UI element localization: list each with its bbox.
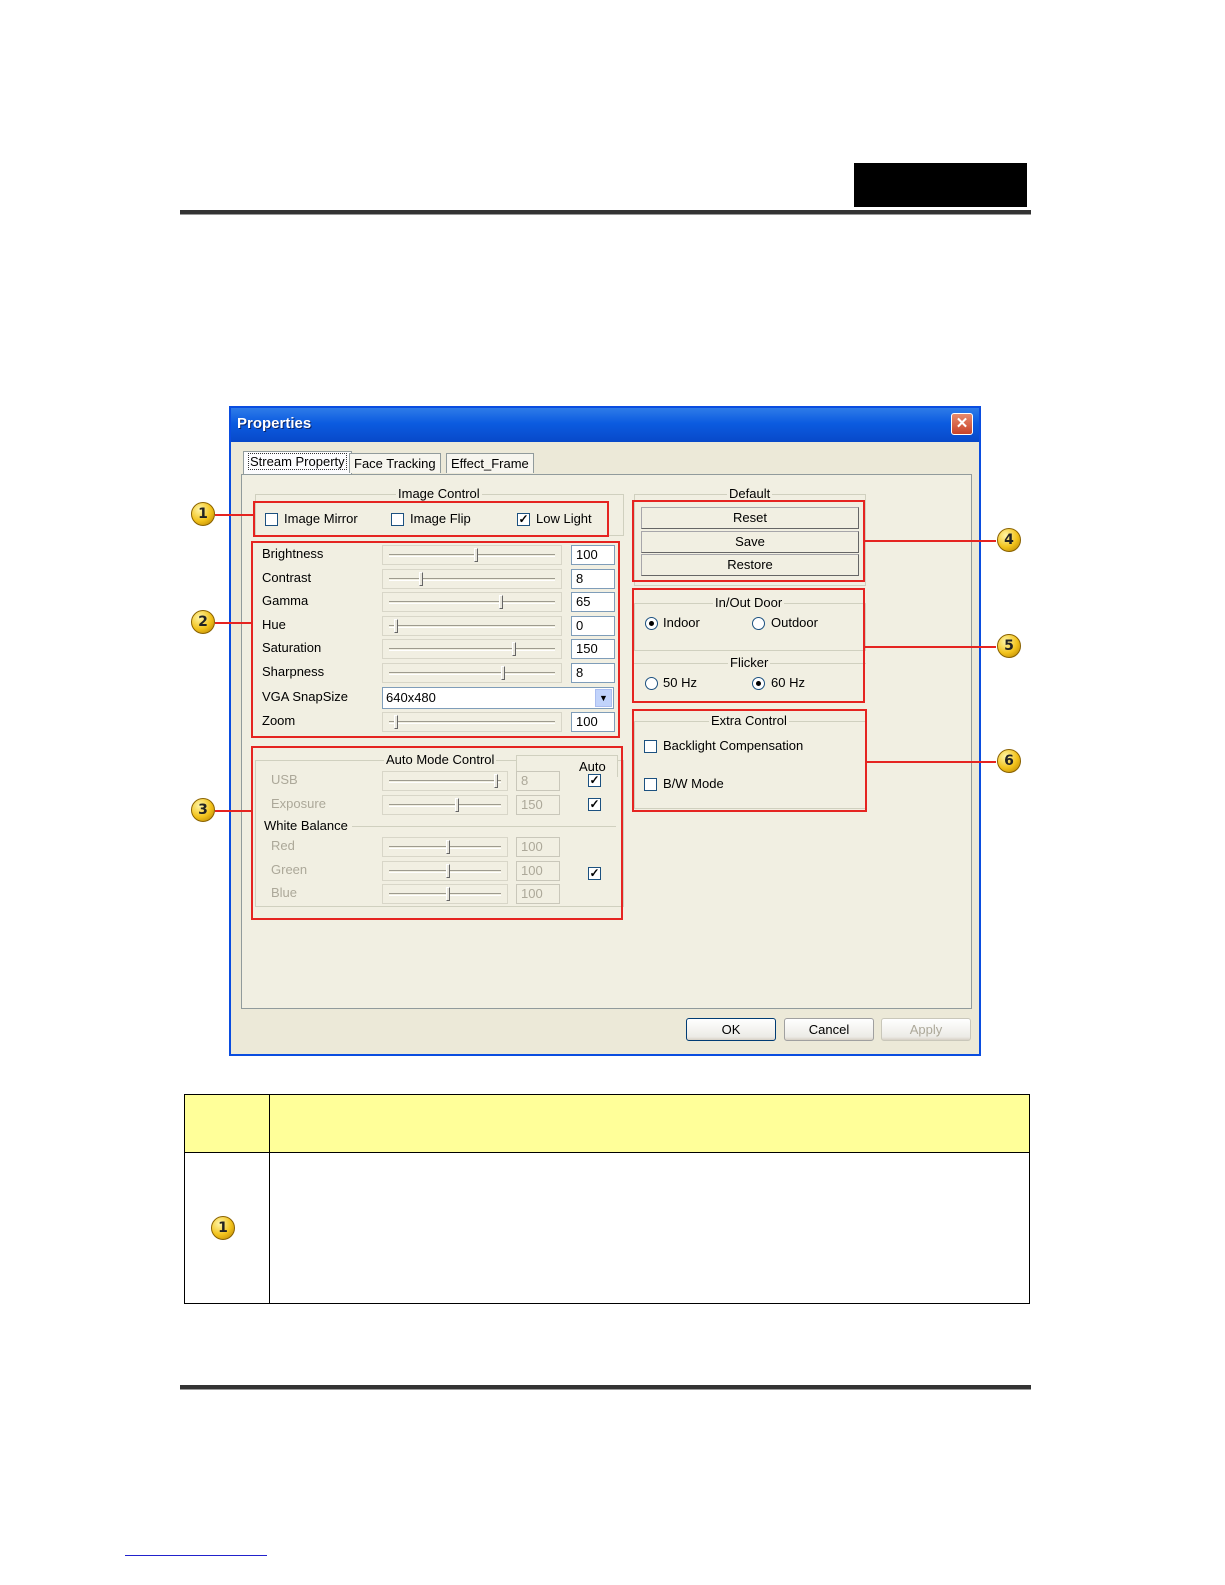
close-icon[interactable]: ✕: [951, 413, 973, 435]
dialog-title: Properties: [237, 415, 312, 432]
usb-value: 8: [516, 771, 560, 791]
callout-box-6: [632, 709, 867, 812]
image-flip-label: Image Flip: [410, 511, 471, 526]
callout-box-3: [251, 746, 623, 920]
callout-badge-2: 2: [191, 610, 215, 634]
tab-stream-property[interactable]: Stream Property: [243, 451, 352, 475]
footer-link-underline: [125, 1555, 267, 1556]
tab-face-tracking[interactable]: Face Tracking: [349, 453, 441, 473]
brightness-value[interactable]: 100: [571, 545, 615, 565]
callout-badge-1: 1: [191, 502, 215, 526]
inout-door-label: In/Out Door: [715, 595, 783, 610]
60hz-label: 60 Hz: [771, 675, 805, 690]
footer-rule: [180, 1385, 1031, 1389]
outdoor-label: Outdoor: [771, 615, 818, 630]
contrast-label: Contrast: [262, 569, 312, 585]
vga-snapsize-label: VGA SnapSize: [262, 689, 348, 704]
callout-badge-6: 6: [997, 749, 1021, 773]
title-bar: [231, 408, 979, 442]
gamma-label: Gamma: [262, 593, 309, 608]
restore-button[interactable]: Restore: [641, 554, 859, 576]
callout-box-4: [632, 500, 865, 582]
callout-line-1: [215, 514, 254, 516]
indoor-label: Indoor: [663, 615, 700, 630]
red-label: Red: [271, 838, 295, 853]
cancel-button[interactable]: Cancel: [784, 1018, 874, 1041]
zoom-value[interactable]: 100: [571, 712, 615, 732]
callout-line-4: [864, 540, 996, 542]
vga-snapsize-value: 640x480: [386, 690, 436, 705]
header-rule: [180, 210, 1031, 214]
description-table: [184, 1094, 1030, 1304]
sharpness-label: Sharpness: [262, 663, 325, 679]
low-light-label: Low Light: [536, 511, 592, 526]
ok-button[interactable]: OK: [686, 1018, 776, 1041]
table-callout-badge-1: 1: [211, 1216, 235, 1240]
backlight-compensation-label: Backlight Compensation: [663, 738, 804, 753]
table-header-cell-2: [270, 1095, 1029, 1153]
white-balance-label: White Balance: [264, 818, 348, 833]
white-balance-auto-checkbox[interactable]: ✓: [589, 866, 600, 880]
table-header-cell-1: [185, 1095, 270, 1153]
brightness-label: Brightness: [262, 546, 324, 561]
exposure-auto-checkbox[interactable]: ✓: [589, 797, 600, 811]
apply-button[interactable]: Apply: [881, 1018, 971, 1041]
blue-label: Blue: [271, 885, 298, 900]
bw-mode-label: B/W Mode: [663, 776, 724, 791]
header-black-tab: [854, 163, 1027, 207]
blue-value: 100: [516, 884, 560, 904]
saturation-label: Saturation: [262, 640, 322, 655]
green-label: Green: [271, 861, 308, 877]
50hz-label: 50 Hz: [663, 675, 697, 690]
callout-line-3: [215, 810, 252, 812]
sharpness-value[interactable]: 8: [571, 663, 615, 683]
extra-control-label: Extra Control: [711, 713, 787, 728]
image-control-label: Image Control: [398, 486, 480, 501]
callout-badge-3: 3: [191, 798, 215, 822]
hue-value[interactable]: 0: [571, 616, 615, 636]
hue-label: Hue: [262, 616, 286, 632]
red-value: 100: [516, 837, 560, 857]
table-row-1-cell-1: [185, 1153, 270, 1303]
zoom-label: Zoom: [262, 713, 296, 728]
callout-badge-5: 5: [997, 634, 1021, 658]
tab-effect-frame[interactable]: Effect_Frame: [446, 453, 534, 473]
callout-line-6: [866, 761, 996, 763]
low-light-checkbox[interactable]: ✓: [518, 512, 529, 526]
auto-column-label: Auto: [579, 759, 606, 774]
save-button[interactable]: Save: [641, 531, 859, 553]
usb-label: USB: [271, 772, 298, 787]
exposure-value: 150: [516, 795, 560, 815]
usb-auto-checkbox[interactable]: ✓: [589, 773, 600, 787]
image-mirror-label: Image Mirror: [284, 511, 358, 526]
callout-box-5: [632, 588, 865, 703]
saturation-value[interactable]: 150: [571, 639, 615, 659]
green-value: 100: [516, 861, 560, 881]
exposure-label: Exposure: [271, 796, 326, 811]
contrast-value[interactable]: 8: [571, 569, 615, 589]
default-label: Default: [729, 486, 771, 501]
auto-mode-label: Auto Mode Control: [386, 752, 495, 767]
flicker-label: Flicker: [730, 655, 769, 670]
callout-line-5: [864, 646, 996, 648]
callout-box-1: [253, 501, 609, 537]
chevron-down-icon[interactable]: ▼: [595, 689, 612, 707]
callout-box-2: [251, 541, 620, 738]
reset-button[interactable]: Reset: [641, 507, 859, 529]
gamma-value[interactable]: 65: [571, 592, 615, 612]
callout-badge-4: 4: [997, 528, 1021, 552]
callout-line-2: [215, 622, 252, 624]
